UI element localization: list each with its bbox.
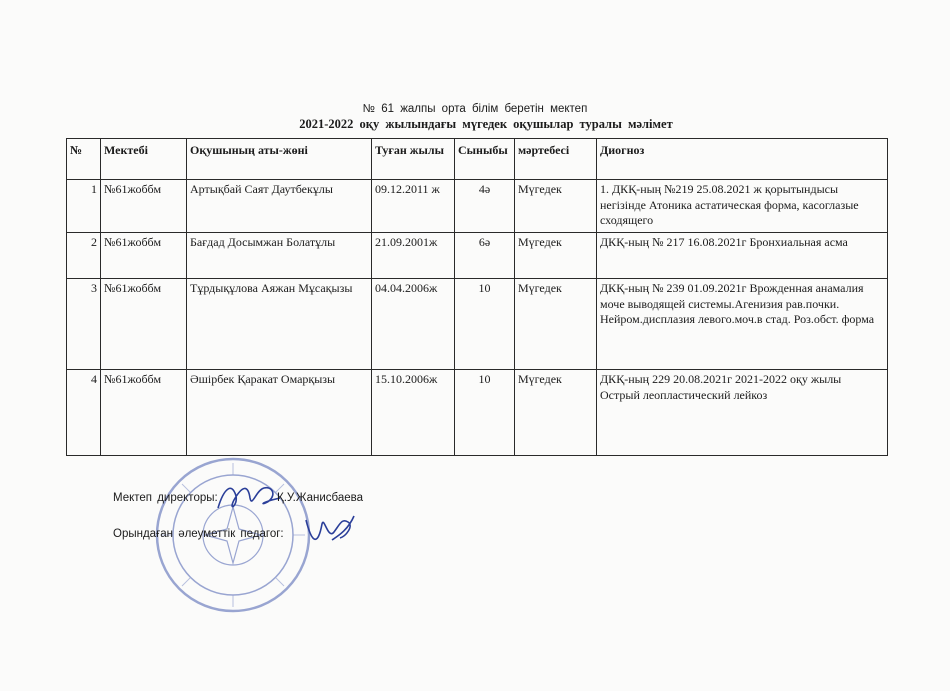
- school-cell: №61жоббм: [101, 180, 187, 233]
- status-cell: Мүгедек: [515, 279, 597, 370]
- grade-cell: 6ә: [455, 233, 515, 279]
- birth-date-cell: 09.12.2011 ж: [372, 180, 455, 233]
- status-cell: Мүгедек: [515, 370, 597, 456]
- column-header: Диогноз: [597, 139, 888, 180]
- column-header: Оқушының аты-жөні: [187, 139, 372, 180]
- birth-date-cell: 21.09.2001ж: [372, 233, 455, 279]
- document-title: 2021-2022 оқу жылындағы мүгедек оқушылар туралы мәлімет: [299, 117, 673, 131]
- row-number: 4: [67, 370, 101, 456]
- director-signature: [214, 478, 284, 516]
- diagnosis-cell: ДКҚ-ның № 217 16.08.2021г Бронхиальная асма: [597, 233, 888, 279]
- grade-cell: 4ә: [455, 180, 515, 233]
- director-name: Қ.У.Жанисбаева: [277, 492, 364, 504]
- row-number: 2: [67, 233, 101, 279]
- row-number: 3: [67, 279, 101, 370]
- column-header: Туған жылы: [372, 139, 455, 180]
- table-row: [67, 233, 888, 279]
- status-cell: Мүгедек: [515, 180, 597, 233]
- column-header: №: [67, 139, 101, 180]
- grade-cell: 10: [455, 279, 515, 370]
- table-row: [67, 180, 888, 233]
- table-row: [67, 279, 888, 370]
- student-name-cell: Бағдад Досымжан Болатұлы: [187, 233, 372, 279]
- students-table: [66, 138, 888, 456]
- column-header: Сыныбы: [455, 139, 515, 180]
- school-name: № 61 жалпы орта білім беретін мектеп: [362, 103, 588, 115]
- school-cell: №61жоббм: [101, 279, 187, 370]
- birth-date-cell: 15.10.2006ж: [372, 370, 455, 456]
- grade-cell: 10: [455, 370, 515, 456]
- pedagog-label: Орындаған әлеуметтік педагог:: [113, 528, 284, 540]
- column-header: Мектебі: [101, 139, 187, 180]
- diagnosis-cell: ДКҚ-ның 229 20.08.2021г 2021-2022 оқу жылы Острый леопластический лейкоз: [597, 370, 888, 456]
- column-header: мәртебесі: [515, 139, 597, 180]
- student-name-cell: Әшірбек Қаракат Омарқызы: [187, 370, 372, 456]
- pedagog-signature: [302, 510, 358, 550]
- student-name-cell: Артықбай Саят Даутбекұлы: [187, 180, 372, 233]
- diagnosis-cell: 1. ДКҚ-ның №219 25.08.2021 ж қорытындысы негізінде Атоника астатическая форма, касоглазые сходящего: [597, 180, 888, 233]
- table-header-row: [67, 139, 888, 180]
- birth-date-cell: 04.04.2006ж: [372, 279, 455, 370]
- status-cell: Мүгедек: [515, 233, 597, 279]
- director-label: Мектеп директоры:: [113, 492, 218, 504]
- row-number: 1: [67, 180, 101, 233]
- diagnosis-cell: ДКҚ-ның № 239 01.09.2021г Врожденная анамалия моче выводящей системы.Агенизия рав.почки. Нейром.дисплазия левого.моч.в стад. Роз.обст. форма: [597, 279, 888, 370]
- student-name-cell: Тұрдықұлова Аяжан Мұсақызы: [187, 279, 372, 370]
- school-cell: №61жоббм: [101, 370, 187, 456]
- school-cell: №61жоббм: [101, 233, 187, 279]
- table-row: [67, 370, 888, 456]
